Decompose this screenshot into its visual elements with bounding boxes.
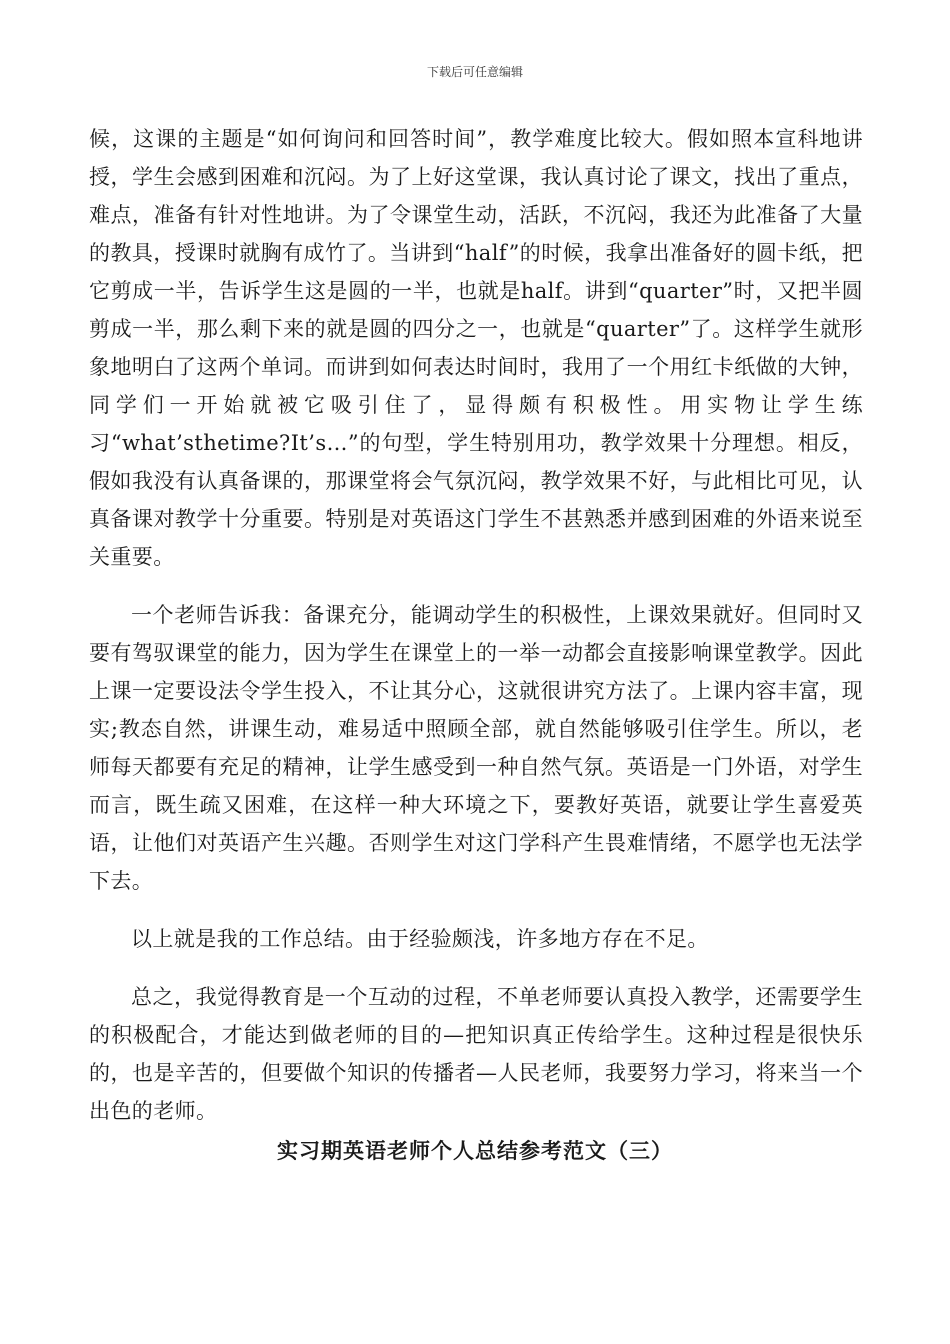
section-title: 实习期英语老师个人总结参考范文（三） <box>277 1139 673 1163</box>
document-body <box>89 120 863 1150</box>
paragraph-teacher-advice: 一个老师告诉我：备课充分，能调动学生的积极性，上课效果就好。但同时又要有驾驭课堂的能力，因为学生在课堂上的一举一动都会直接影响课堂教学。因此上课一定要设法令学生投入，不让其分心，这就很讲究方法了。上课内容丰富，现实;教态自然，讲课生动，难易适中照顾全部，就自然能够吸引住学生。所以，老师每天都要有充足的精神，让学生感受到一种自然气氛。英语是一门外语，对学生而言，既生疏又困难，在这样一种大环境之下，要教好英语，就要让学生喜爱英语，让他们对英语产生兴趣。否则学生对这门学科产生畏难情绪，不愿学也无法学下去。 <box>89 603 863 893</box>
paragraph-continuation: 候，这课的主题是“如何询问和回答时间”，教学难度比较大。假如照本宣科地讲授，学生会感到困难和沉闷。为了上好这堂课，我认真讨论了课文，找出了重点，难点，准备有针对性地讲。为了令课堂生动，活跃，不沉闷，我还为此准备了大量的教具，授课时就胸有成竹了。当讲到“half”的时候，我拿出准备好的圆卡纸，把它剪成一半，告诉学生这是圆的一半，也就是half。讲到“quarter”时，又把半圆剪成一半，那么剩下来的就是圆的四分之一，也就是“quarter”了。这样学生就形象地明白了这两个单词。而讲到如何表达时间时，我用了一个用红卡纸做的大钟，同学们一开始就被它吸引住了，显得颇有积极性。用实物让学生练习“what’sthetime?It’s…”的句型，学生特别用功，教学效果十分理想。相反，假如我没有认真备课的，那课堂将会气氛沉闷，教学效果不好，与此相比可见，认真备课对教学十分重要。特别是对英语这门学生不甚熟悉并感到困难的外语来说至关重要。 <box>89 127 863 569</box>
paragraph-summary-note: 以上就是我的工作总结。由于经验颇浅，许多地方存在不足。 <box>131 927 709 951</box>
page-header: 下载后可任意编辑 <box>426 65 523 79</box>
paragraph-conclusion: 总之，我觉得教育是一个互动的过程，不单老师要认真投入教学，还需要学生的积极配合，才能达到做老师的目的—把知识真正传给学生。这种过程是很快乐的，也是辛苦的，但要做个知识的传播者—人民老师，我要努力学习，将来当一个出色的老师。 <box>89 985 863 1123</box>
